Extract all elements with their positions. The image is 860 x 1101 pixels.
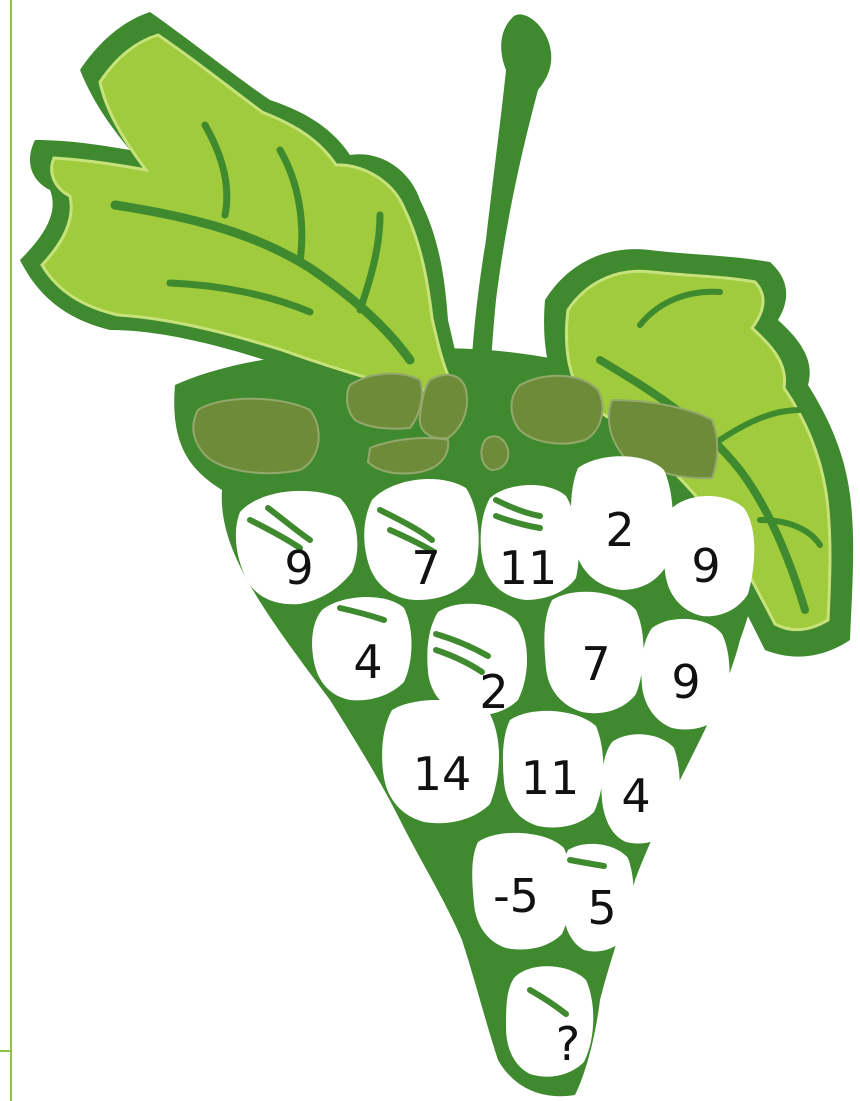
grape-number: -5 [493,869,539,923]
grape-number: 7 [581,637,611,691]
grape-number: 4 [353,635,383,689]
grape-number: 5 [587,881,617,935]
grape-number: 4 [621,769,651,823]
cap-5 [511,376,602,444]
grape-number: 2 [605,503,635,557]
cap-7 [481,436,508,470]
cap-2 [347,374,422,429]
grape-number: ? [555,1017,581,1071]
grape-number: 7 [411,541,441,595]
grape-number: 9 [284,541,314,595]
grape-number: 9 [671,655,701,709]
grape-number: 14 [412,747,472,801]
grape-number: 2 [479,665,509,719]
grape-number: 9 [691,539,721,593]
grape-number: 11 [498,541,558,595]
grape-shape-7 [427,604,527,716]
grape-number: 11 [520,751,580,805]
